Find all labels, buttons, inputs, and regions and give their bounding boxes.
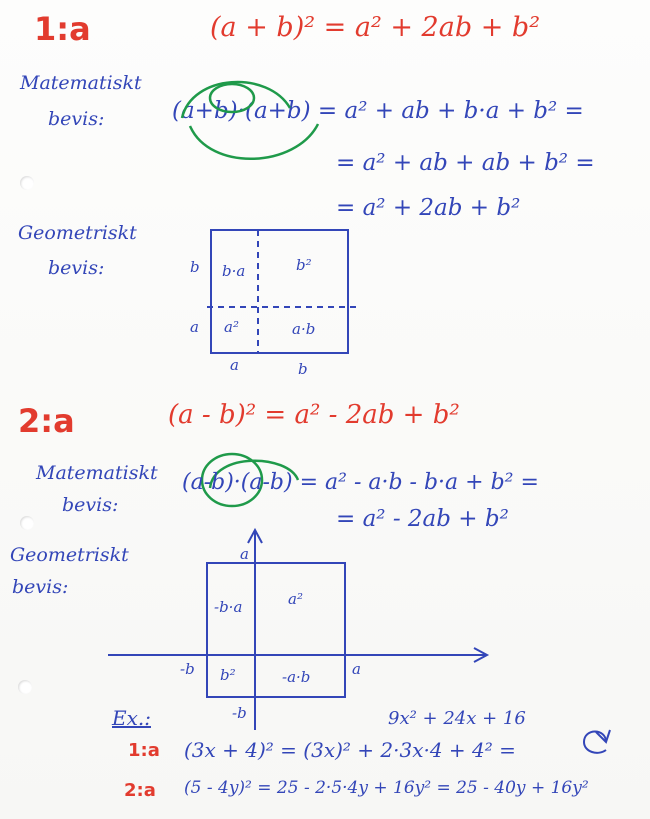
axis-label-a-top: a <box>240 545 249 563</box>
geo-label-line1: Geometriskt <box>18 222 137 244</box>
axis-label-neg-b-bottom: -b <box>232 704 247 722</box>
proof1-line2: = a² + ab + ab + b² = <box>336 150 595 176</box>
cell2-a-squared: a² <box>288 590 303 608</box>
proof1-line3: = a² + 2ab + b² <box>336 195 521 221</box>
section2-formula: (a - b)² = a² - 2ab + b² <box>168 400 460 430</box>
side-label-b: b <box>190 258 200 276</box>
bottom-label-b: b <box>298 360 308 378</box>
cell-neg-ba: -b·a <box>214 598 243 616</box>
bottom-label-a: a <box>230 356 239 374</box>
math2-label-line1: Matematiskt <box>36 462 158 484</box>
axis-label-neg-b-left: -b <box>180 660 195 678</box>
section1-formula: (a + b)² = a² + 2ab + b² <box>210 12 541 43</box>
example2-expr: (5 - 4y)² = 25 - 2·5·4y + 16y² = 25 - 40y + 16y² <box>184 778 589 798</box>
green-circle-1 <box>210 84 254 112</box>
return-arrow-icon <box>584 732 606 753</box>
cell2-b-squared: b² <box>220 666 236 684</box>
cell-b-squared: b² <box>296 256 312 274</box>
example1-expr: (3x + 4)² = (3x)² + 2·3x·4 + 4² = <box>184 738 516 762</box>
side-label-a: a <box>190 318 199 336</box>
proof2-line1: (a-b)·(a-b) = a² - a·b - b·a + b² = <box>182 470 539 495</box>
section2-heading: 2:a <box>18 402 75 440</box>
geo-label-line2: bevis: <box>48 257 105 279</box>
geo2-label-line2: bevis: <box>12 576 69 598</box>
proof2-line2: = a² - 2ab + b² <box>336 506 509 532</box>
cell-ab: a·b <box>292 320 316 338</box>
section1-heading: 1:a <box>34 10 91 48</box>
cell-ba: b·a <box>222 262 246 280</box>
example2-tag: 2:a <box>124 780 156 801</box>
cell-a-squared: a² <box>224 318 239 336</box>
cell-neg-ab: -a·b <box>282 668 311 686</box>
axis-label-a-right: a <box>352 660 361 678</box>
proof1-line1: (a+b)·(a+b) = a² + ab + b·a + b² = <box>172 98 584 124</box>
geo2-label-line1: Geometriskt <box>10 544 129 566</box>
example1-answer: 9x² + 24x + 16 <box>388 708 526 729</box>
math2-label-line2: bevis: <box>62 494 119 516</box>
examples-heading: Ex.: <box>112 706 151 730</box>
math-label-line2: bevis: <box>48 108 105 130</box>
example1-tag: 1:a <box>128 740 160 761</box>
math-label-line1: Matematiskt <box>20 72 142 94</box>
green-arc-lower <box>190 124 318 159</box>
